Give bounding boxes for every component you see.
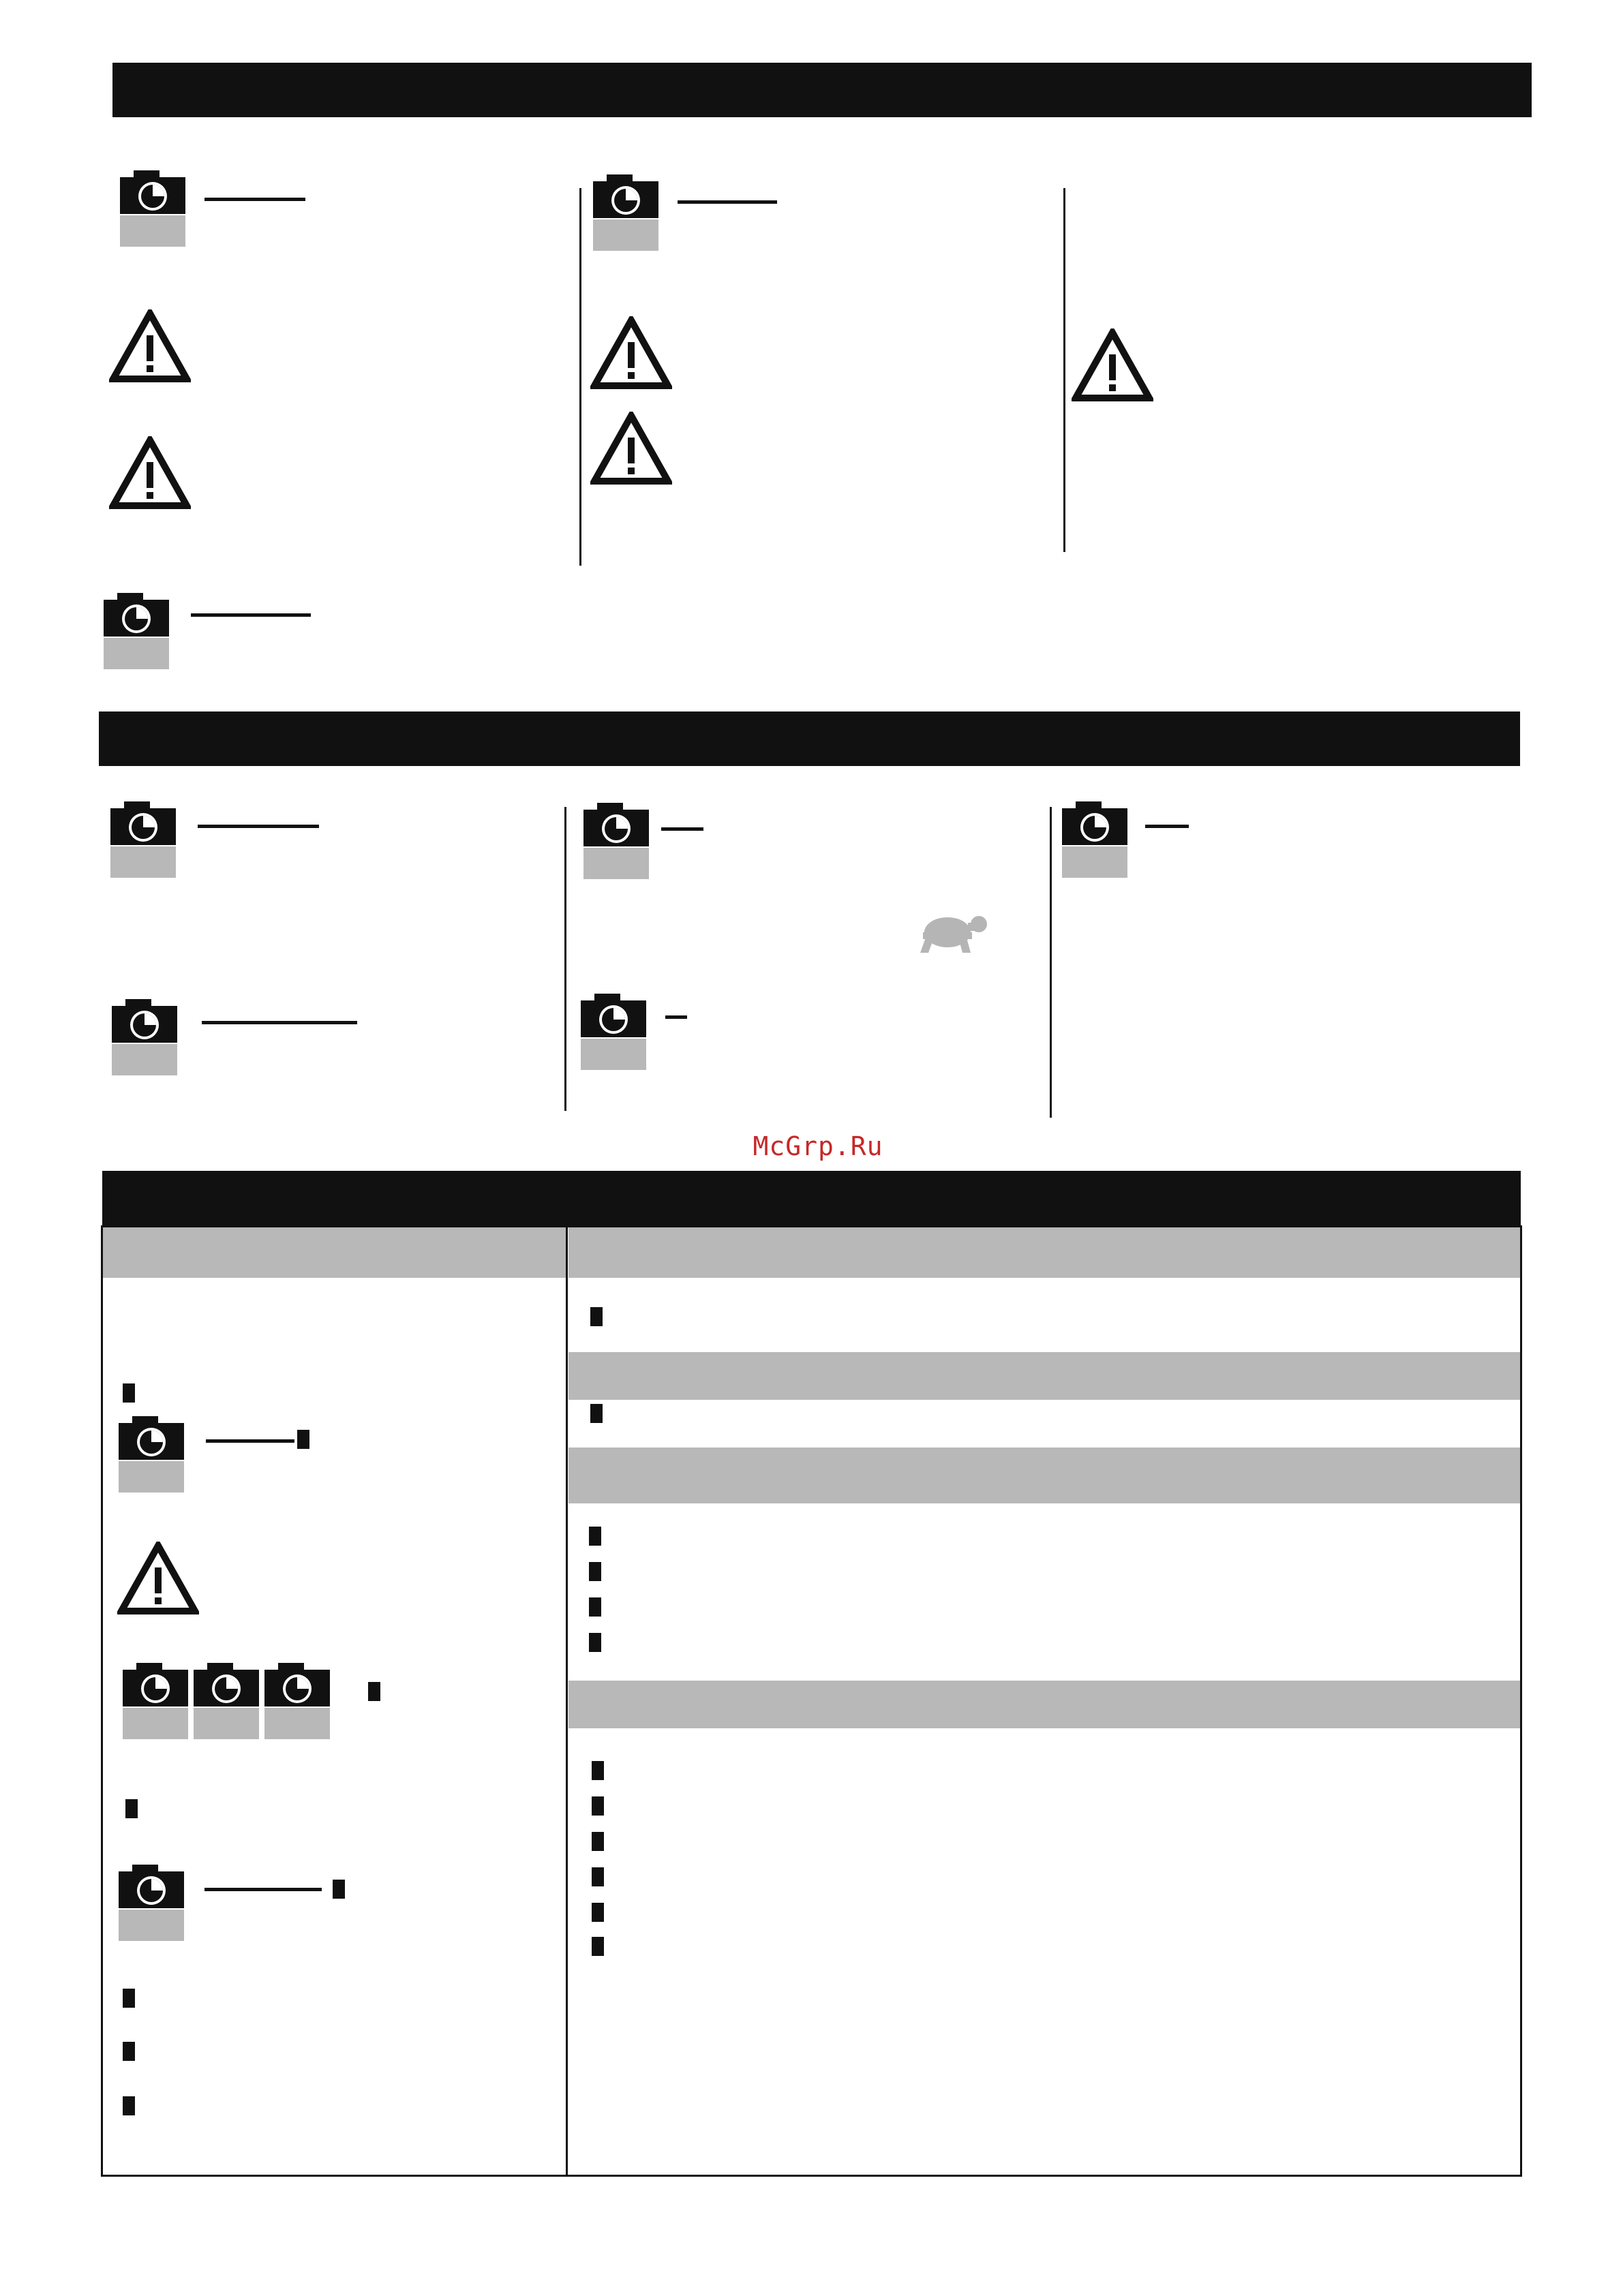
camera-timer-icon	[1062, 801, 1127, 878]
column-divider	[1050, 807, 1052, 1118]
heading-underline	[198, 825, 319, 828]
heading-underline	[1145, 825, 1189, 828]
column-divider	[564, 807, 566, 1111]
list-bullet	[589, 1562, 601, 1581]
list-bullet	[123, 1383, 135, 1403]
table-subheader-row	[568, 1352, 1520, 1400]
heading-underline	[661, 827, 703, 831]
list-bullet	[333, 1880, 345, 1899]
warning-triangle-icon	[117, 1542, 199, 1615]
camera-timer-icon	[112, 999, 177, 1075]
list-bullet	[590, 1404, 603, 1423]
warning-triangle-icon	[590, 412, 672, 485]
heading-underline	[191, 613, 311, 617]
list-bullet	[123, 2096, 135, 2115]
list-bullet	[589, 1527, 601, 1546]
list-bullet	[592, 1867, 604, 1886]
warning-triangle-icon	[109, 436, 191, 510]
table-subheader-row	[568, 1681, 1520, 1728]
table-subheader-row	[568, 1448, 1520, 1503]
column-divider	[579, 188, 581, 566]
warning-triangle-icon	[109, 309, 191, 383]
table-right-header	[568, 1227, 1520, 1278]
list-bullet	[123, 2042, 135, 2061]
turtle-slow-mode-icon	[916, 906, 988, 955]
camera-timer-icon	[120, 170, 185, 247]
warning-triangle-icon	[590, 316, 672, 390]
camera-timer-icon	[593, 174, 658, 251]
table-header-bar	[102, 1171, 1521, 1225]
list-bullet	[368, 1682, 380, 1701]
heading-underline	[206, 1439, 294, 1443]
list-bullet	[592, 1832, 604, 1851]
camera-timer-icon	[581, 994, 646, 1070]
heading-underline	[202, 1021, 357, 1024]
list-bullet	[123, 1989, 135, 2008]
heading-underline	[204, 198, 305, 201]
list-bullet	[592, 1937, 604, 1956]
column-divider	[1063, 188, 1065, 552]
table-left-header	[103, 1227, 566, 1278]
camera-timer-icon	[119, 1416, 184, 1493]
table-column-divider	[566, 1225, 568, 2177]
section-2-header-bar	[99, 711, 1520, 766]
camera-timer-icon	[264, 1663, 330, 1739]
list-bullet	[592, 1796, 604, 1816]
camera-timer-icon	[123, 1663, 188, 1739]
section-1-header-bar	[112, 63, 1532, 117]
list-bullet	[125, 1799, 138, 1818]
list-bullet	[590, 1307, 603, 1326]
warning-triangle-icon	[1072, 328, 1153, 402]
camera-timer-icon	[110, 801, 176, 878]
list-bullet	[589, 1597, 601, 1617]
list-bullet	[589, 1633, 601, 1652]
list-bullet	[297, 1430, 309, 1449]
list-bullet	[592, 1761, 604, 1780]
camera-timer-icon	[104, 593, 169, 669]
watermark-text: McGrp.Ru	[753, 1131, 883, 1161]
list-bullet	[592, 1903, 604, 1922]
camera-timer-icon	[194, 1663, 259, 1739]
heading-underline	[204, 1888, 322, 1891]
heading-underline	[678, 200, 777, 204]
heading-underline	[665, 1015, 687, 1019]
camera-timer-icon	[583, 803, 649, 879]
camera-timer-icon	[119, 1865, 184, 1941]
